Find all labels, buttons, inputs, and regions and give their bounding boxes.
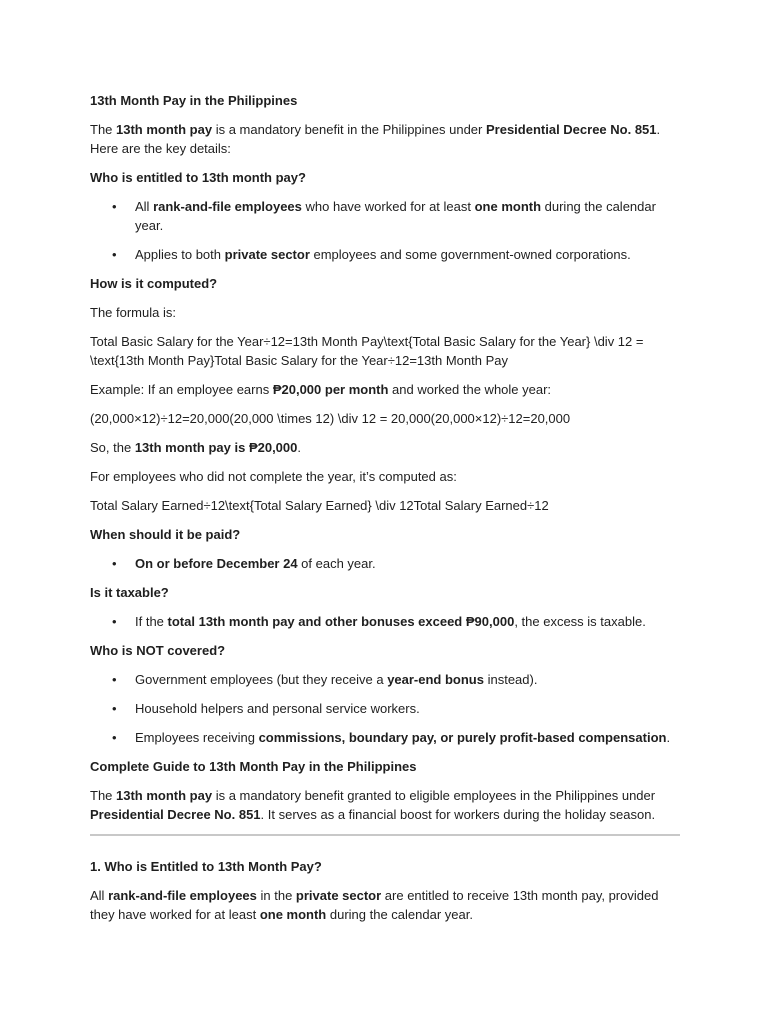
example-paragraph: Example: If an employee earns ₱20,000 per month and worked the whole year: [90, 382, 552, 397]
paid-list [90, 554, 680, 573]
bullet-icon: • [112, 614, 117, 629]
list-item: • Household helpers and personal service workers. [112, 701, 420, 716]
incomplete-year-formula: Total Salary Earned÷12\text{Total Salary Earned} \div 12Total Salary Earned÷12 [90, 498, 549, 513]
heading-when-paid: When should it be paid? [90, 527, 241, 542]
guide-intro-paragraph: The 13th month pay is a mandatory benefit granted to eligible employees in the Philippines under Presidential Decree No. 851. It serves as a financial boost for workers during the holiday season. [90, 788, 656, 822]
bullet-icon: • [112, 672, 117, 687]
heading-not-covered: Who is NOT covered? [90, 643, 226, 658]
list-item: • Applies to both private sector employees and some government-owned corporations. [112, 247, 631, 262]
list-item: • All rank-and-file employees who have worked for at least one month during the calendar year. [112, 199, 656, 233]
not-covered-list [90, 670, 680, 747]
result-paragraph: So, the 13th month pay is ₱20,000. [90, 440, 302, 455]
horizontal-divider [90, 834, 680, 836]
intro-paragraph: The 13th month pay is a mandatory benefit in the Philippines under Presidential Decree No. 851. Here are the key details: [90, 122, 661, 156]
bullet-icon: • [112, 247, 117, 262]
list-item: • If the total 13th month pay and other bonuses exceed ₱90,000, the excess is taxable. [112, 614, 646, 629]
list-item: • On or before December 24 of each year. [112, 556, 376, 571]
bullet-icon: • [112, 730, 117, 745]
document-title: 13th Month Pay in the Philippines [90, 93, 298, 108]
incomplete-year-paragraph: For employees who did not complete the year, it’s computed as: [90, 469, 457, 484]
taxable-list [90, 612, 680, 631]
entitled-list [90, 197, 680, 264]
document-body [90, 91, 680, 934]
heading-taxable: Is it taxable? [90, 585, 169, 600]
bullet-icon: • [112, 199, 117, 214]
section-1-heading: 1. Who is Entitled to 13th Month Pay? [90, 859, 322, 874]
list-item: • Employees receiving commissions, boundary pay, or purely profit-based compensation. [112, 730, 671, 745]
list-item: • Government employees (but they receive a year-end bonus instead). [112, 672, 538, 687]
heading-how-computed: How is it computed? [90, 276, 218, 291]
formula-text: Total Basic Salary for the Year÷12=13th Month Pay\text{Total Basic Salary for the Year} \div 12 = \text{13th Month Pay}Total Basic Salary for the Year÷12=13th Month Pay [90, 334, 644, 368]
guide-title: Complete Guide to 13th Month Pay in the Philippines [90, 759, 417, 774]
heading-who-entitled: Who is entitled to 13th month pay? [90, 170, 306, 185]
example-calculation: (20,000×12)÷12=20,000(20,000 \times 12) \div 12 = 20,000(20,000×12)÷12=20,000 [90, 411, 571, 426]
section-1-paragraph: All rank-and-file employees in the private sector are entitled to receive 13th month pay, provided they have worked for at least one month during the calendar year. [90, 888, 659, 922]
bullet-icon: • [112, 701, 117, 716]
formula-intro: The formula is: [90, 305, 176, 320]
bullet-icon: • [112, 556, 117, 571]
